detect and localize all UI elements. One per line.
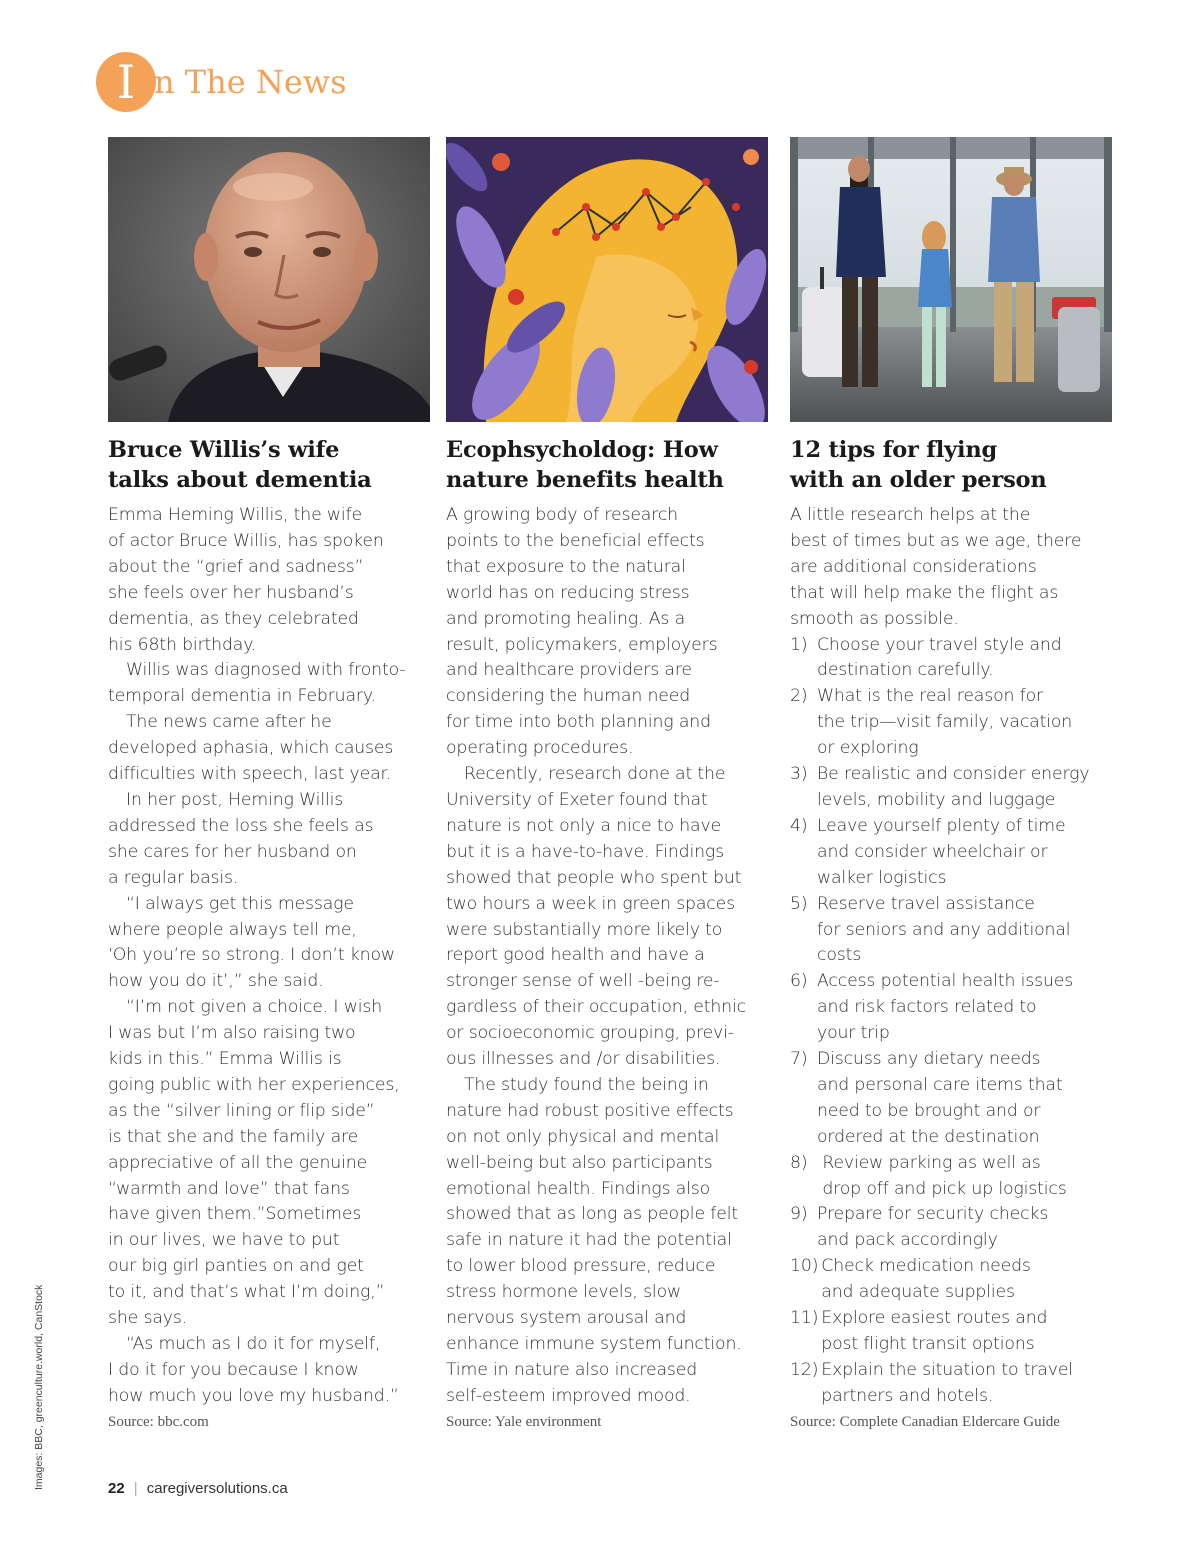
footer-separator: |	[133, 1480, 138, 1497]
tip-list-item: 3) Be realistic and consider energy levels, mobility and luggage	[790, 764, 1090, 810]
article-column-3	[790, 137, 1114, 1432]
tip-list-item: 12) Explain the situation to travel partners and hotels.	[790, 1359, 1073, 1406]
tip-list-item: 7) Discuss any dietary needs and personal care items that need to be brought and or ordered at the destination	[790, 1049, 1063, 1147]
article-body: A growing body of research points to the beneficial effects that exposure to the natural world has on reducing stress and promoting healing. As a result, policymakers, employers and healthcare providers are considering the human need for time into both planning and operating procedures. Recently, research done at the University of Exeter found that nature is not only a nice to have but it is a have-to-have. Findings showed that people who spent but two hours a week in green spaces were substantially more likely to report good health and have a stronger sense of well -being re- gardless of their occupation, ethnic or socioeconomic grouping, previ- ous illnesses and /or disabilities. The study found the being in nature had robust positive effects on not only physical and mental well-being but also participants emotional health. Findings also showed that as long as people felt safe in nature it had the potential to lower blood pressure, reduce stress hormone levels, slow nervous system arousal and enhance immune system function. Time in nature also increased self-esteem improved mood.	[446, 505, 746, 1406]
tip-list-item: 9) Prepare for security checks and pack accordingly	[790, 1204, 1049, 1251]
article-column-2	[446, 137, 770, 1432]
article-headline: 12 tips for flying with an older person	[790, 437, 1047, 493]
tip-list-item: 4) Leave yourself plenty of time and consider wheelchair or walker logistics	[790, 815, 1066, 888]
article-source: Source: bbc.com	[108, 1413, 209, 1430]
bruce-willis-photo	[108, 137, 430, 422]
tip-list-item: 11) Explore easiest routes and post flight transit options	[790, 1308, 1048, 1354]
article-headline: Ecophsycholdog: How nature benefits health	[446, 437, 724, 493]
airport-travel-photo	[790, 137, 1112, 422]
article-body: A little research helps at the best of times but as we age, there are additional considerations that will help make the flight as smooth as possible. 1) Choose your travel style and destination carefully. 2) What is the real reason for the trip—visit family, vacation or exploring 3) Be realistic and consider energy levels, mobility and luggage 4) Leave yourself plenty of time and consider wheelchair or walker logistics 5) Reserve travel assistance for seniors and any additional costs 6) Access potential health issues and risk factors related to your trip 7) Discuss any dietary needs and personal care items that need to be brought and or ordered at the destination 8) Review parking as well as drop off and pick up logistics 9) Prepare for security checks and pack accordingly 10) Check medication needs and adequate supplies 11) Explore easiest routes and post flight transit options 12) Explain the situation to travel partners and hotels.	[790, 503, 1114, 1410]
article-source: Source: Complete Canadian Eldercare Guide	[790, 1413, 1060, 1430]
section-initial: I	[116, 55, 136, 109]
nature-illustration	[446, 137, 768, 422]
tip-list-item: 10) Check medication needs and adequate supplies	[790, 1256, 1031, 1303]
tip-list-item: 8) Review parking as well as drop off and pick up logistics	[790, 1152, 1067, 1199]
tip-list-item: 6) Access potential health issues and risk factors related to your trip	[790, 971, 1074, 1044]
article-headline: Bruce Willis’s wife talks about dementia	[108, 437, 372, 493]
page-footer	[108, 1478, 288, 1497]
section-title: n The News	[154, 63, 347, 101]
image-credit: Images: BBC, greenculture.world, CanStock	[33, 1284, 45, 1490]
page-number: 22	[108, 1480, 125, 1497]
tip-list-item: 2) What is the real reason for the trip—visit family, vacation or exploring	[790, 686, 1073, 759]
tip-list-item: 5) Reserve travel assistance for seniors and any additional costs	[790, 893, 1071, 966]
tip-list-item: 1) Choose your travel style and destination carefully.	[790, 634, 1062, 681]
article-source: Source: Yale environment	[446, 1413, 602, 1430]
article-body: Emma Heming Willis, the wife of actor Bruce Willis, has spoken about the “grief and sadness” she feels over her husband’s dementia, as they celebrated his 68th birthday. Willis was diagnosed with fronto- temporal dementia in February. The news came after he developed aphasia, which causes difficulties with speech, last year. In her post, Heming Willis addressed the loss she feels as she cares for her husband on a regular basis. “I always get this message where people always tell me, ‘Oh you’re so strong. I don’t know how you do it’,” she said. “I’m not given a choice. I wish I was but I’m also raising two kids in this.” Emma Willis is going public with her experiences, as the “silver lining or flip side” is that she and the family are appreciative of all the genuine “warmth and love” that fans have given them.”Sometimes in our lives, we have to put our big girl panties on and get to it, and that’s what I’m doing,” she says. “As much as I do it for myself, I do it for you because I know how much you love my husband.”	[108, 505, 406, 1406]
website-link[interactable]: caregiversolutions.ca	[146, 1480, 288, 1497]
article-column-1	[108, 137, 432, 1432]
